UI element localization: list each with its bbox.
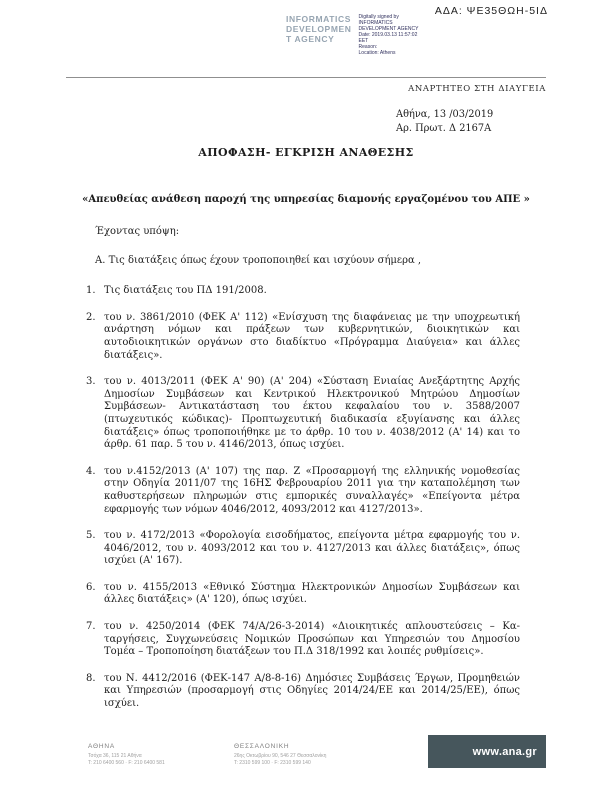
diavgeia-posting-label: ΑΝΑΡΤΗΤΕΟ ΣΤΗ ΔΙΑΥΓΕΙΑ — [408, 84, 546, 94]
city-date: Αθήνα, 13 /03/2019 — [396, 109, 494, 120]
list-item-text: του ν.4152/2013 (Α' 107) της παρ. Ζ «Προσαρμογή της ελληνικής νομοθεσίας στην Οδηγία 2011/07 της 16ΗΣ Φεβρουαρίου 2011 για την καταπολέμηση των καθυστερήσεων πληρωμών στις εμπορικές συναλλαγές» «Επείγοντα μέτρα εφαρμογής των νόμων 4046/2012, 4093/2012 και 4127/2013». — [104, 465, 520, 515]
ida-logo-text — [286, 14, 352, 44]
list-item — [86, 530, 520, 568]
footer-thessaloniki-label: ΘΕΣΣΑΛΟΝΙΚΗ — [234, 743, 290, 750]
list-item — [86, 466, 520, 516]
footer-athens-contact: Τ: 210 6400 560 · F: 210 6400 581 — [88, 759, 165, 766]
document-body — [86, 226, 520, 725]
footer-athens-address: Τσόχα 36, 115 21 Αθήνα — [88, 753, 142, 759]
signature-detail-line: EET — [358, 38, 369, 44]
list-item-number: 6. — [86, 581, 96, 593]
footer-thessaloniki-contact: Τ: 2310 599 100 · F: 2310 599 140 — [234, 759, 311, 766]
list-item-number: 4. — [86, 465, 96, 477]
signature-detail-line: INFORMATICS — [358, 20, 393, 26]
signature-detail-line: Digitally signed by — [358, 14, 399, 20]
signature-detail-line: DEVELOPMENT AGENCY — [358, 26, 419, 32]
page-footer — [88, 743, 380, 766]
document-title: ΑΠΟΦΑΣΗ- ΕΓΚΡΙΣΗ ΑΝΑΘΕΣΗΣ — [198, 146, 414, 159]
protocol-number: Αρ. Πρωτ. Δ 2167Α — [396, 122, 492, 134]
list-item-number: 7. — [86, 621, 96, 633]
ada-number: ΑΔΑ: ΨΕ35ΘΩΗ-5ΙΔ — [434, 5, 548, 17]
list-item — [86, 376, 520, 452]
list-item — [86, 582, 520, 607]
website-banner — [428, 735, 546, 768]
footer-athens-label: ΑΘΗΝΑ — [88, 743, 115, 750]
list-item-number: 5. — [86, 530, 96, 542]
having-regard-label: Έχοντας υπόψη: — [95, 226, 180, 237]
list-item — [86, 673, 520, 711]
signature-detail-line: Location: Athens — [358, 50, 396, 56]
website-url: www.ana.gr — [472, 745, 537, 758]
ida-logo-line: INFORMATICS — [286, 14, 351, 24]
footer-thessaloniki-address: 26ης Οκτωβρίου 90, 546 27 Θεσσαλονίκη — [234, 753, 327, 759]
signature-detail-line: Date: 2019.03.13 11:57:02 — [358, 32, 418, 38]
list-item-number: 2. — [86, 311, 96, 323]
header-divider — [66, 77, 546, 78]
footer-thessaloniki-block — [234, 743, 380, 766]
date-protocol-block — [396, 108, 493, 135]
list-item-text: Τις διατάξεις του ΠΔ 191/2008. — [104, 285, 267, 297]
list-item — [86, 285, 520, 298]
ida-logo-line: T AGENCY — [286, 34, 335, 44]
list-item-text: του ν. 4155/2013 «Εθνικό Σύστημα Ηλεκτρονικών Δημοσίων Συμβάσεων και άλλες διατάξεις» (Α' 120), όπως ισχύει. — [104, 581, 520, 606]
footer-athens-block — [88, 743, 234, 766]
list-item-text: του ν. 4250/2014 (ΦΕΚ 74/Α/26-3-2014) «Διοικητικές απλουστεύσεις – Κα-ταργήσεις, Συγχωνεύσεις Νομικών Προσώπων και Υπηρεσιών του Δημοσίου Τομέα – Τροποποίηση διατάξεων του Π.Δ 318/1992 και λοιπές ρυθμίσεις». — [104, 621, 520, 658]
list-item-text: του Ν. 4412/2016 (ΦΕΚ-147 Α/8-8-16) Δημόσιες Συμβάσεις Έργων, Προμηθειών και Υπηρεσιών (προσαρμογή στις Οδηγίες 2014/24/ΕΕ και 2014/25/ΕΕ), όπως ισχύει. — [104, 672, 520, 710]
signature-details — [359, 14, 419, 56]
list-item-number: 1. — [86, 285, 96, 297]
list-item-number: 8. — [86, 672, 96, 684]
list-item — [86, 312, 520, 362]
list-item-text: του ν. 3861/2010 (ΦΕΚ Α' 112) «Ενίσχυση της διαφάνειας με την υποχρεωτική ανάρτηση νόμων και πράξεων των κυβερνητικών, διοικητικών και αυτοδιοικητικών οργάνων στο διαδίκτυο «Πρόγραμμα Διαύγεια» και άλλες διατάξεις». — [104, 311, 520, 361]
list-item-text: του ν. 4013/2011 (ΦΕΚ Α' 90) (Α' 204) «Σύσταση Ενιαίας Ανεξάρτητης Αρχής Δημοσίων Συμβάσεων και Κεντρικού Ηλεκτρονικού Μητρώου Δημοσίων Συμβάσεων- Αντικατάσταση του έκτου κεφαλαίου του ν. 3588/2007 (πτωχευτικός κώδικας)- Προπτωχευτική διαδικασία εξυγίανσης και άλλες διατάξεις» όπως τροποποιήθηκε με το άρθρ. 10 του ν. 4038/2012 (Α' 14) και το άρθρ. 61 παρ. 5 του ν. 4146/2013, όπως ισχύει. — [104, 376, 520, 451]
signature-detail-line: Reason: — [358, 44, 378, 50]
document-subject: «Απευθείας ανάθεση παροχή της υπηρεσίας διαμονής εργαζομένου του ΑΠΕ » — [82, 194, 530, 205]
list-item-number: 3. — [86, 376, 96, 388]
list-item-text: του ν. 4172/2013 «Φορολογία εισοδήματος, επείγοντα μέτρα εφαρμογής του ν. 4046/2012, του ν. 4093/2012 και του ν. 4127/2013 και άλλες διατάξεις», όπως ισχύει (Α' 167). — [104, 530, 520, 567]
digital-signature-stamp — [286, 14, 418, 56]
ida-logo-line: DEVELOPMEN — [286, 24, 352, 34]
list-item — [86, 621, 520, 659]
section-a-heading: Α. Τις διατάξεις όπως έχουν τροποποιηθεί και ισχύουν σήμερα , — [95, 254, 422, 266]
